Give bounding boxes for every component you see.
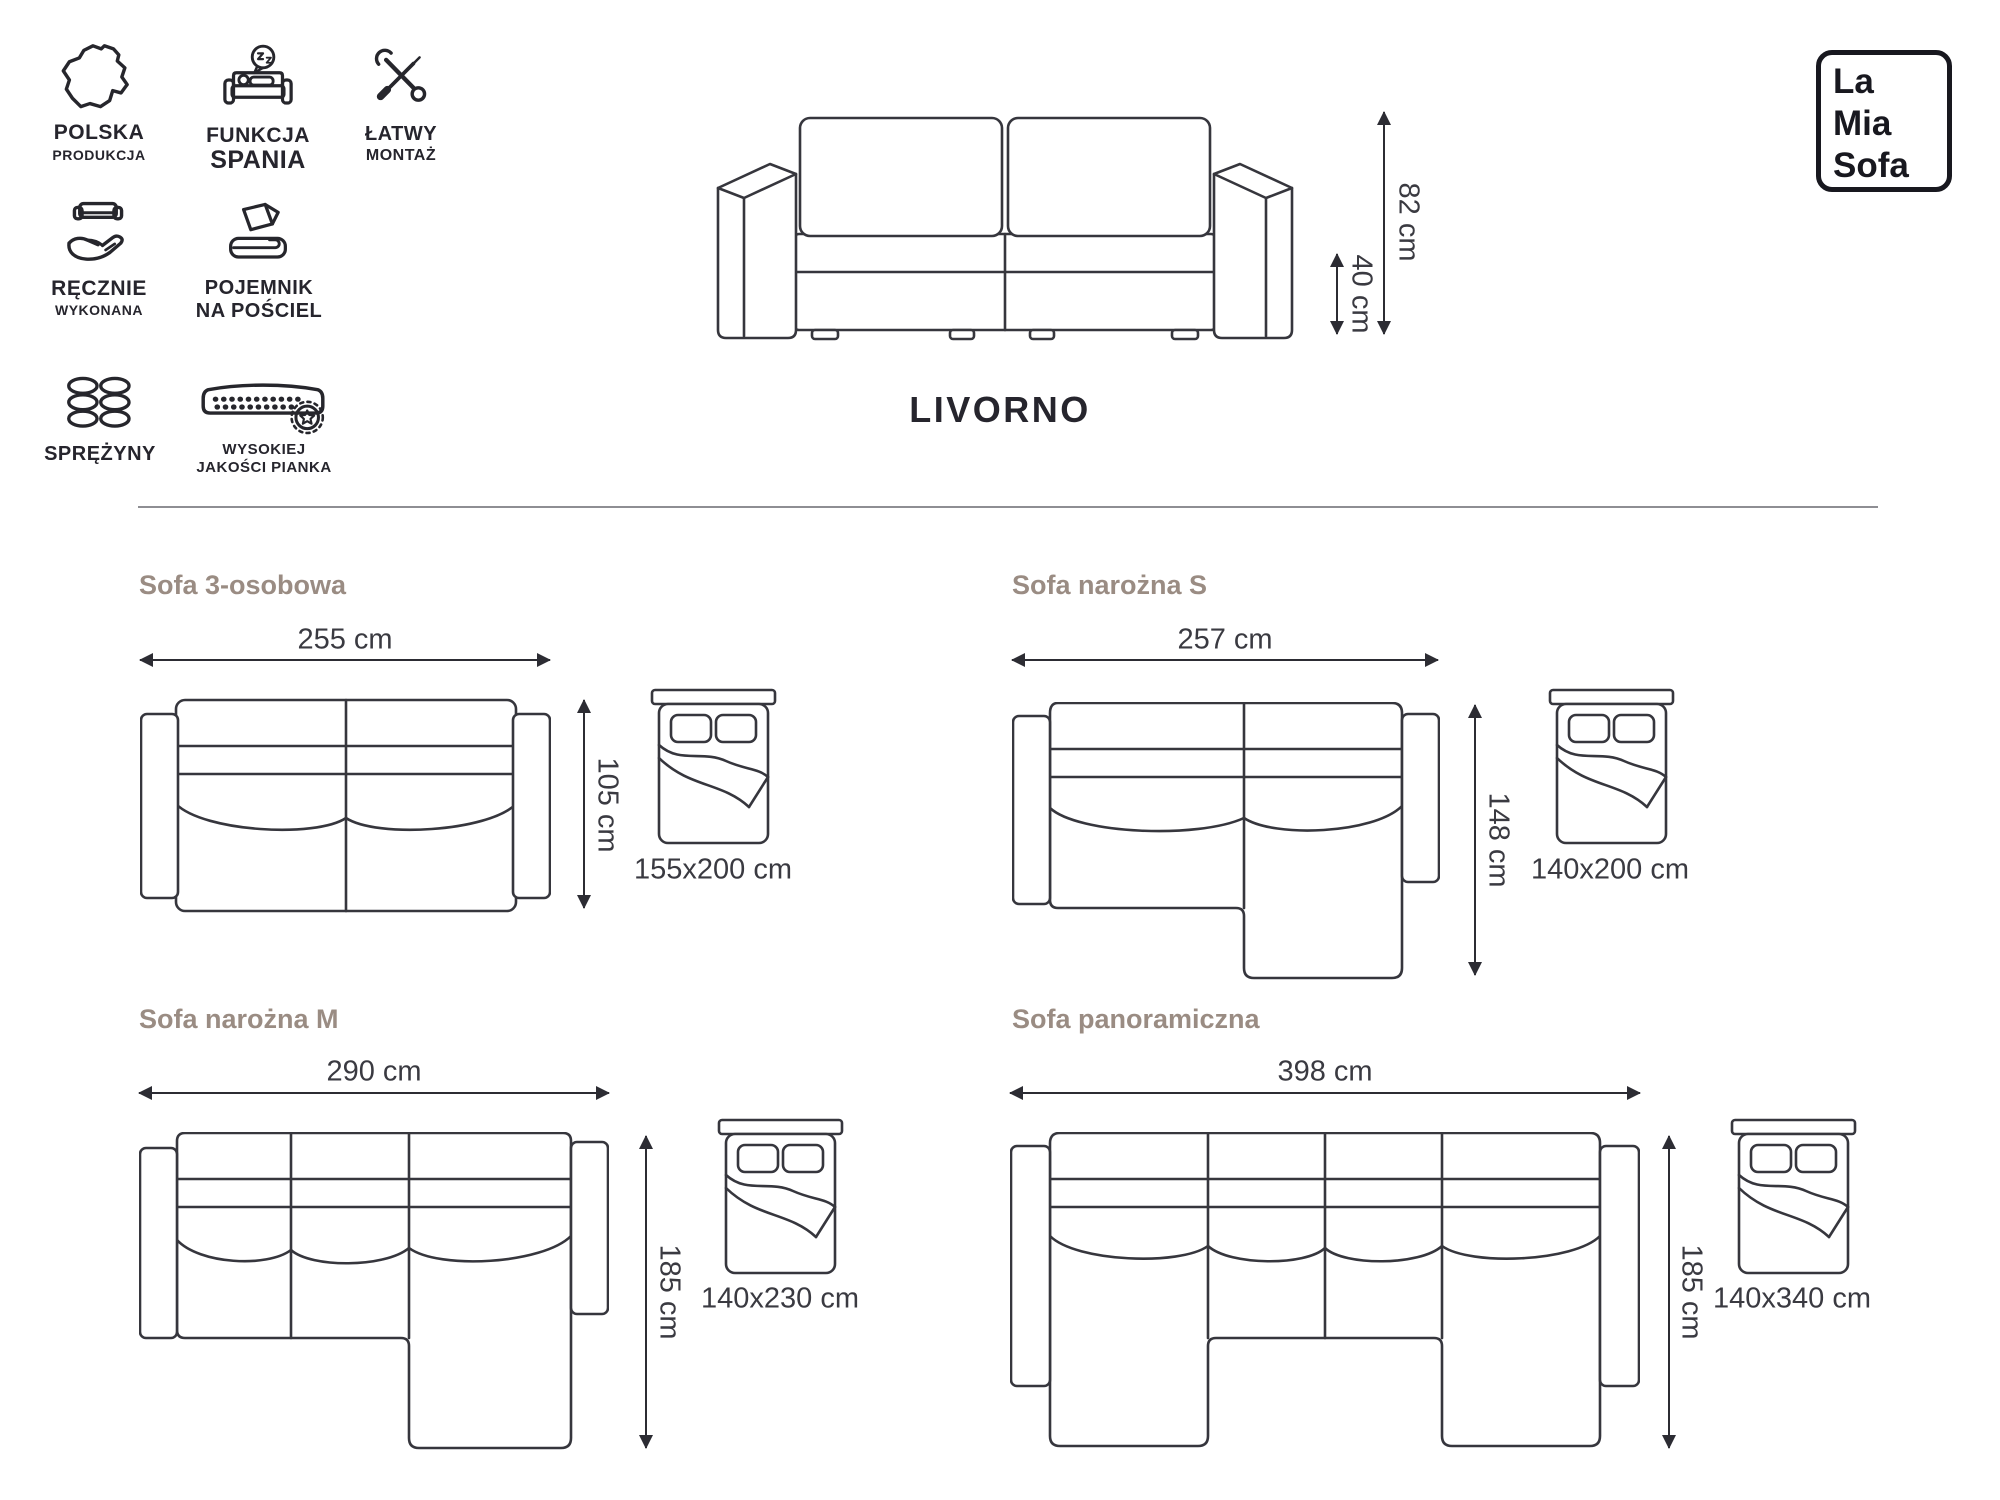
tools-icon (370, 44, 432, 108)
bed-size-label: 140x200 cm (1531, 853, 1689, 886)
depth-dimension-arrow (1474, 705, 1476, 975)
feature-sublabel: WYKONANA (55, 302, 143, 318)
panoramic-sofa-top-view-drawing (1010, 1132, 1640, 1450)
width-dimension-label: 257 cm (1177, 623, 1273, 656)
feature-label: FUNKCJA (206, 124, 310, 147)
variant-title: Sofa narożna S (1012, 570, 1208, 600)
depth-dimension-arrow (583, 700, 585, 908)
feature-label: RĘCZNIE (51, 277, 147, 300)
divider-line (138, 506, 1878, 508)
depth-dimension-label: 185 cm (653, 1244, 686, 1340)
bed-icon (1548, 688, 1675, 846)
feature-sublabel: JAKOŚCI PIANKA (196, 459, 332, 476)
feature-sublabel: PRODUKCJA (52, 147, 146, 163)
bed-size-label: 140x340 cm (1713, 1282, 1871, 1315)
handmade-icon (60, 196, 136, 272)
depth-dimension-arrow (1668, 1136, 1670, 1448)
width-dimension-label: 255 cm (297, 623, 393, 656)
width-dimension-arrow (140, 659, 550, 661)
depth-dimension-arrow (645, 1136, 647, 1448)
seat-height-dimension-arrow (1336, 254, 1338, 334)
feature-label: ŁATWY (364, 123, 438, 145)
sofa-3-seater-top-view-drawing (140, 698, 551, 913)
sofa-front-view-drawing (710, 110, 1300, 345)
depth-dimension-label: 185 cm (1675, 1244, 1708, 1340)
width-dimension-arrow (1010, 1092, 1640, 1094)
bedding-container-icon (222, 198, 294, 270)
width-dimension-arrow (139, 1092, 609, 1094)
bed-size-label: 155x200 cm (634, 853, 792, 886)
brand-logo (1816, 50, 1952, 192)
product-name: LIVORNO (909, 389, 1091, 430)
variant-title: Sofa 3-osobowa (139, 570, 347, 600)
corner-sofa-s-top-view-drawing (1012, 702, 1440, 980)
feature-label: POJEMNIK (204, 277, 314, 299)
feature-label: WYSOKIEJ (222, 441, 306, 458)
bed-size-label: 140x230 cm (701, 1282, 859, 1315)
variant-title: Sofa narożna M (139, 1004, 339, 1034)
width-dimension-arrow (1012, 659, 1438, 661)
bed-icon (717, 1118, 844, 1276)
feature-label: POLSKA (53, 121, 145, 144)
feature-sublabel: MONTAŻ (365, 147, 437, 164)
bed-icon (650, 688, 777, 846)
height-dimension-label: 82 cm (1392, 182, 1425, 262)
feature-label: SPRĘŻYNY (44, 443, 156, 465)
brand-logo-line: Mia (1833, 104, 1892, 143)
variant-title: Sofa panoramiczna (1012, 1004, 1260, 1034)
seat-height-dimension-label: 40 cm (1345, 254, 1378, 334)
poland-map-icon (58, 42, 134, 118)
corner-sofa-m-top-view-drawing (139, 1132, 609, 1450)
depth-dimension-label: 105 cm (591, 757, 624, 853)
bed-icon (1730, 1118, 1857, 1276)
feature-sublabel: SPANIA (210, 146, 306, 174)
depth-dimension-label: 148 cm (1482, 792, 1515, 888)
foam-quality-icon (198, 378, 328, 436)
height-dimension-arrow (1383, 112, 1385, 334)
width-dimension-label: 290 cm (326, 1055, 422, 1088)
sleep-function-icon (222, 44, 294, 116)
width-dimension-label: 398 cm (1277, 1055, 1373, 1088)
brand-logo-line: La (1833, 62, 1874, 101)
brand-logo-line: Sofa (1833, 146, 1909, 185)
springs-icon (62, 374, 138, 438)
feature-sublabel: NA POŚCIEL (195, 300, 323, 322)
